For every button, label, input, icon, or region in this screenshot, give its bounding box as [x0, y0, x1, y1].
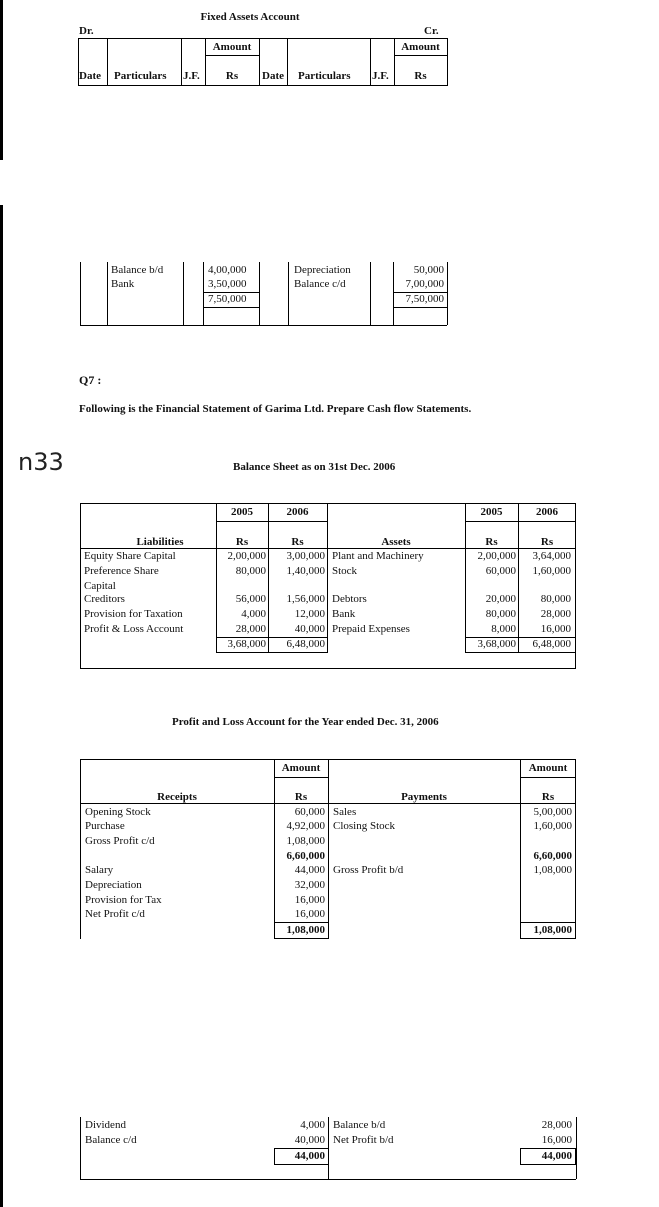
fa-left-particulars: Bank — [111, 278, 135, 290]
bs-asset-total-2005: 3,68,000 — [477, 638, 516, 650]
fa-amount-underline — [394, 55, 447, 56]
ap-right-amount: 16,000 — [541, 1134, 572, 1146]
bs-year-2005-right: 2005 — [480, 506, 503, 518]
fa-header-jf: J.F. — [183, 70, 200, 82]
fa-col — [287, 38, 288, 86]
fa-header-bottom — [78, 85, 447, 86]
fa-amount-label-left: Amount — [212, 41, 252, 53]
fa-left-amount: 3,50,000 — [208, 278, 247, 290]
bs-liability-total-2006: 6,48,000 — [286, 638, 325, 650]
bs-liability-2005: 2,00,000 — [227, 550, 266, 562]
pl-receipt-amount: 44,000 — [294, 864, 325, 876]
ap-right-total: 44,000 — [541, 1150, 572, 1162]
bs-asset-total-2006: 6,48,000 — [532, 638, 571, 650]
bs-asset-2006: 28,000 — [540, 608, 571, 620]
fa-header-rs: Rs — [414, 70, 427, 82]
ap-left-total: 44,000 — [294, 1150, 325, 1162]
bs-total-line — [216, 652, 327, 653]
bs-year-2006-right: 2006 — [536, 506, 558, 518]
ap-right-amount: 28,000 — [541, 1119, 572, 1131]
bs-asset-2005: 60,000 — [485, 565, 516, 577]
bs-asset-2005: 8,000 — [491, 623, 516, 635]
bs-total-line — [465, 652, 576, 653]
fa-col — [107, 38, 108, 86]
pl-payments-header: Payments — [401, 791, 447, 803]
ap-bottom-line — [80, 1179, 576, 1180]
cr-label: Cr. — [424, 25, 439, 37]
bs-asset-name: Prepaid Expenses — [332, 623, 410, 635]
pl-amount-label-left: Amount — [281, 762, 321, 774]
fa-amount-underline — [205, 55, 259, 56]
bs-asset-name: Debtors — [332, 593, 367, 605]
bs-year-2005-left: 2005 — [231, 506, 253, 518]
fa-header-jf: J.F. — [372, 70, 389, 82]
bs-asset-2006: 1,60,000 — [532, 565, 571, 577]
left-edge-bar-bottom — [0, 205, 3, 1207]
pl-receipt-name: Gross Profit c/d — [85, 835, 155, 847]
bs-liability-2005: 56,000 — [235, 593, 266, 605]
pl-payments-total: 1,08,000 — [533, 924, 572, 936]
fa-header-particulars: Particulars — [298, 70, 351, 82]
ap-right-name: Net Profit b/d — [333, 1134, 394, 1146]
question-text: Following is the Financial Statement of Garima Ltd. Prepare Cash flow Statements. — [79, 403, 472, 415]
pl-receipts-total: 1,08,000 — [286, 924, 325, 936]
ap-left-name: Balance c/d — [85, 1134, 137, 1146]
pl-receipt-name: Opening Stock — [85, 806, 151, 818]
left-edge-bar-top — [0, 0, 3, 160]
bs-liability-name: Capital — [84, 580, 116, 592]
dr-label: Dr. — [79, 25, 94, 37]
bs-liabilities-header: Liabilities — [136, 536, 184, 548]
pl-receipt-amount: 4,92,000 — [286, 820, 325, 832]
ap-left-amount: 4,000 — [300, 1119, 325, 1131]
pl-payment-name: Gross Profit b/d — [333, 864, 404, 876]
bs-liability-name: Creditors — [84, 593, 125, 605]
fa-header-date: Date — [79, 70, 101, 82]
pl-receipt-name: Salary — [85, 864, 114, 876]
pl-col — [328, 759, 329, 939]
fa-left-total: 7,50,000 — [208, 293, 247, 305]
bs-liability-2006: 40,000 — [294, 623, 325, 635]
pl-rs: Rs — [541, 791, 555, 803]
fa-body-col — [107, 262, 108, 325]
fa-left-amount: 4,00,000 — [208, 264, 247, 276]
pl-payment-subtotal: 6,60,000 — [533, 850, 572, 862]
bs-asset-name: Bank — [332, 608, 356, 620]
pl-payment-amount: 1,60,000 — [533, 820, 572, 832]
bs-liability-2006: 1,40,000 — [286, 565, 325, 577]
bs-liability-2006: 1,56,000 — [286, 593, 325, 605]
fa-body-col — [370, 262, 371, 325]
fa-body-col — [80, 262, 81, 325]
fa-header-rs: Rs — [225, 70, 239, 82]
ap-col — [576, 1117, 577, 1179]
fixed-assets-title: Fixed Assets Account — [200, 11, 300, 23]
bs-year-2006-left: 2006 — [286, 506, 309, 518]
ap-left-name: Dividend — [85, 1119, 126, 1131]
pl-receipt-name: Provision for Tax — [85, 894, 162, 906]
bs-asset-2005: 80,000 — [485, 608, 516, 620]
bs-rs: Rs — [540, 536, 554, 548]
pl-receipt-amount: 1,08,000 — [286, 835, 325, 847]
fa-header-date: Date — [262, 70, 284, 82]
pl-rs: Rs — [294, 791, 308, 803]
bs-liability-name: Provision for Taxation — [84, 608, 183, 620]
bs-liability-name: Equity Share Capital — [84, 550, 176, 562]
bs-asset-2006: 3,64,000 — [532, 550, 571, 562]
question-label: Q7 : — [79, 373, 102, 387]
bs-rs: Rs — [485, 536, 498, 548]
fa-body-col — [288, 262, 289, 325]
bs-rs: Rs — [235, 536, 249, 548]
fa-left-particulars: Balance b/d — [111, 264, 164, 276]
bs-rs: Rs — [291, 536, 304, 548]
ap-left-amount: 40,000 — [294, 1134, 325, 1146]
fa-col — [181, 38, 182, 86]
pl-col — [520, 759, 521, 939]
pl-receipt-amount: 16,000 — [294, 908, 325, 920]
pl-payment-amount: 5,00,000 — [533, 806, 572, 818]
pl-receipt-subtotal: 6,60,000 — [286, 850, 325, 862]
pl-amount-underline — [520, 777, 576, 778]
bs-liability-2005: 80,000 — [235, 565, 266, 577]
bs-liability-name: Profit & Loss Account — [84, 623, 184, 635]
pl-receipts-header: Receipts — [157, 791, 197, 803]
bs-liability-total-2005: 3,68,000 — [227, 638, 266, 650]
fa-col — [370, 38, 371, 86]
pl-receipt-amount: 16,000 — [294, 894, 325, 906]
bs-assets-header: Assets — [381, 536, 411, 548]
ap-right-name: Balance b/d — [333, 1119, 386, 1131]
bs-asset-2005: 2,00,000 — [477, 550, 516, 562]
fa-header-top — [78, 38, 447, 39]
pl-receipt-name: Depreciation — [85, 879, 142, 891]
fa-col — [259, 38, 260, 86]
fa-right-amount: 50,000 — [413, 264, 444, 276]
fa-right-total: 7,50,000 — [405, 293, 444, 305]
pl-payment-amount: 1,08,000 — [533, 864, 572, 876]
pl-receipt-name: Net Profit c/d — [85, 908, 145, 920]
pl-amount-underline — [274, 777, 328, 778]
bs-asset-name: Stock — [332, 565, 358, 577]
bs-liability-2005: 28,000 — [235, 623, 266, 635]
bs-asset-2006: 80,000 — [540, 593, 571, 605]
bs-liability-2005: 4,000 — [241, 608, 266, 620]
pl-payment-name: Sales — [333, 806, 357, 818]
fa-body-col — [183, 262, 184, 325]
ap-col — [80, 1117, 81, 1179]
fa-bottom-line — [80, 325, 447, 326]
pl-receipt-name: Purchase — [85, 820, 125, 832]
fa-right-particulars: Depreciation — [294, 264, 351, 276]
bs-asset-2005: 20,000 — [485, 593, 516, 605]
pl-payment-name: Closing Stock — [333, 820, 396, 832]
bs-asset-name: Plant and Machinery — [332, 550, 424, 562]
bs-liability-2006: 3,00,000 — [286, 550, 325, 562]
bs-year-underline — [465, 521, 576, 522]
bs-asset-2006: 16,000 — [540, 623, 571, 635]
bs-col — [327, 503, 328, 653]
fa-header-particulars: Particulars — [114, 70, 167, 82]
fa-amount-label-right: Amount — [401, 41, 440, 53]
pl-receipt-amount: 32,000 — [294, 879, 325, 891]
balance-sheet-title: Balance Sheet as on 31st Dec. 2006 — [233, 461, 396, 473]
fa-col — [447, 38, 448, 86]
fa-right-amount: 7,00,000 — [405, 278, 444, 290]
pl-amount-label-right: Amount — [528, 762, 568, 774]
bs-liability-2006: 12,000 — [294, 608, 325, 620]
pl-receipt-amount: 60,000 — [294, 806, 325, 818]
page-mark: n33 — [18, 448, 64, 476]
fa-right-particulars: Balance c/d — [294, 278, 346, 290]
bs-year-underline — [216, 521, 327, 522]
pl-title: Profit and Loss Account for the Year ended Dec. 31, 2006 — [172, 716, 439, 728]
bs-liability-name: Preference Share — [84, 565, 159, 577]
